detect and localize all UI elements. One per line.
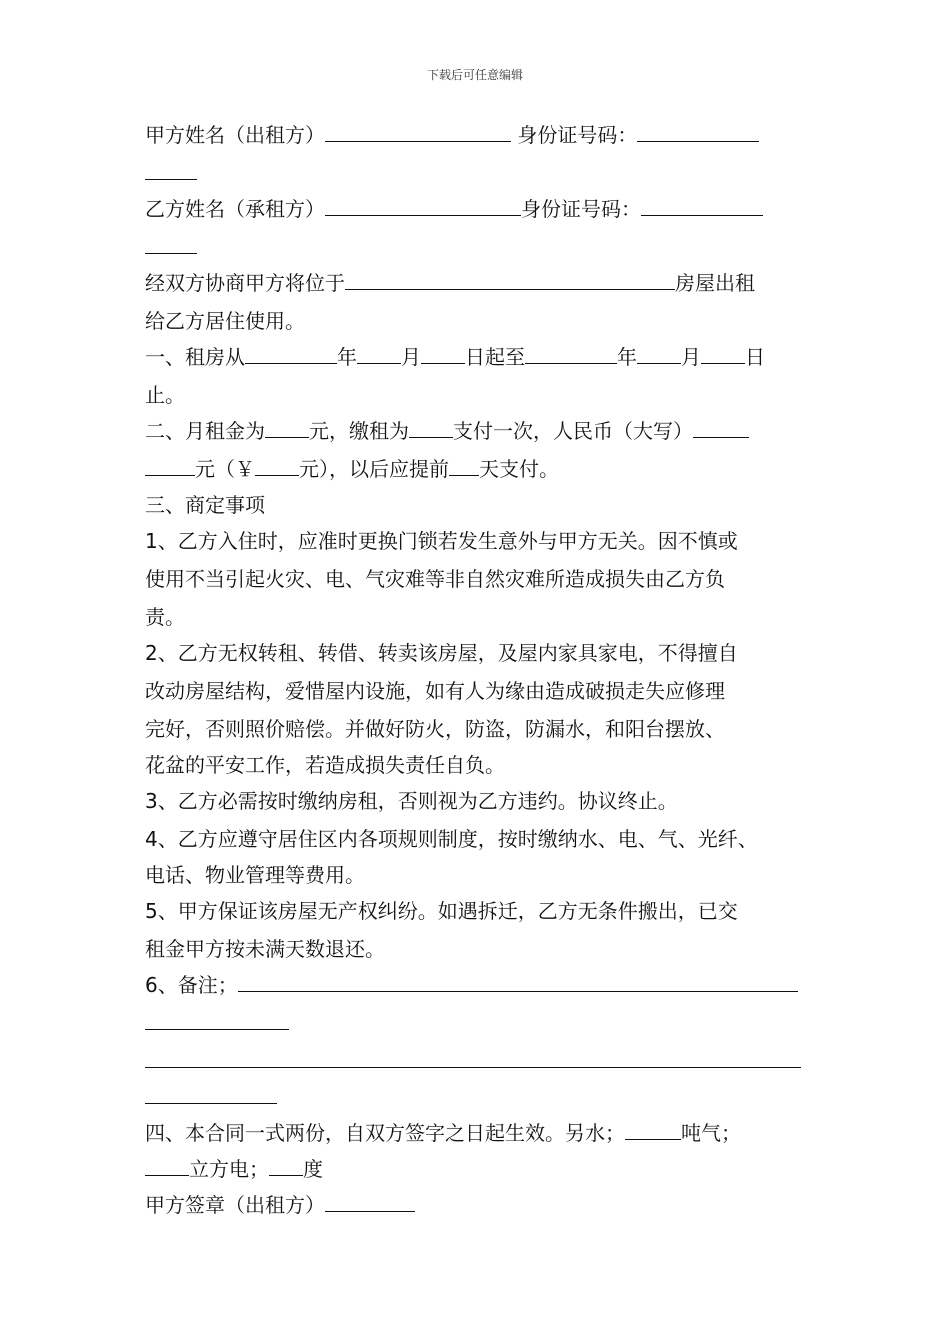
text-segment: 甲方姓名（出租方） xyxy=(145,123,325,147)
fill-in-blank[interactable] xyxy=(145,236,197,254)
text-segment: 3、乙方必需按时缴纳房租，否则视为乙方违约。协议终止。 xyxy=(145,789,678,813)
text-segment: 使用不当引起火灾、电、气灾难等非自然灾难所造成损失由乙方负 xyxy=(145,567,725,591)
text-line xyxy=(145,862,365,888)
text-line xyxy=(145,160,197,186)
page-header: 下载后可任意编辑 xyxy=(426,68,523,82)
fill-in-blank[interactable] xyxy=(701,346,745,364)
text-segment: 电话、物业管理等费用。 xyxy=(145,863,365,887)
fill-in-blank[interactable] xyxy=(145,1012,289,1030)
text-line xyxy=(145,1048,801,1074)
text-line xyxy=(145,456,559,482)
text-segment: 4、乙方应遵守居住区内各项规则制度，按时缴纳水、电、气、光纤、 xyxy=(145,827,758,851)
text-line xyxy=(145,788,678,814)
text-segment: 花盆的平安工作，若造成损失责任自负。 xyxy=(145,753,505,777)
text-segment: 经双方协商甲方将位于 xyxy=(145,271,345,295)
text-line xyxy=(145,678,725,704)
text-segment: 月 xyxy=(401,345,421,369)
text-segment: 5、甲方保证该房屋无产权纠纷。如遇拆迁，乙方无条件搬出，已交 xyxy=(145,899,738,923)
fill-in-blank[interactable] xyxy=(145,1086,277,1104)
text-segment: 元），以后应提前 xyxy=(299,457,449,481)
text-segment: 责。 xyxy=(145,605,185,629)
text-segment: 支付一次，人民币（大写） xyxy=(453,419,693,443)
text-segment: 日 xyxy=(745,345,765,369)
text-segment: 三、商定事项 xyxy=(145,493,265,517)
text-segment: 甲方签章（出租方） xyxy=(145,1193,325,1217)
text-line xyxy=(145,936,385,962)
text-line xyxy=(145,308,305,334)
text-line xyxy=(145,1084,277,1110)
text-segment: 房屋出租 xyxy=(675,271,755,295)
fill-in-blank[interactable] xyxy=(693,420,749,438)
text-segment: 租金甲方按未满天数退还。 xyxy=(145,937,385,961)
text-segment: 止。 xyxy=(145,383,185,407)
text-line xyxy=(145,122,759,148)
fill-in-blank[interactable] xyxy=(238,974,798,992)
text-segment: 立方电； xyxy=(189,1157,269,1181)
text-line xyxy=(145,1156,323,1182)
fill-in-blank[interactable] xyxy=(325,198,521,216)
fill-in-blank[interactable] xyxy=(637,124,759,142)
text-segment: 完好，否则照价赔偿。并做好防火，防盗，防漏水，和阳台摆放、 xyxy=(145,717,725,741)
text-segment: 天支付。 xyxy=(479,457,559,481)
text-segment: 6、备注； xyxy=(145,973,238,997)
fill-in-blank[interactable] xyxy=(449,458,479,476)
text-line xyxy=(145,566,725,592)
fill-in-blank[interactable] xyxy=(357,346,401,364)
text-segment: 给乙方居住使用。 xyxy=(145,309,305,333)
text-line xyxy=(145,418,749,444)
text-line xyxy=(145,1120,741,1146)
fill-in-blank[interactable] xyxy=(641,198,763,216)
text-segment: 改动房屋结构，爱惜屋内设施，如有人为缘由造成破损走失应修理 xyxy=(145,679,725,703)
text-segment: 度 xyxy=(303,1157,323,1181)
text-segment: 年 xyxy=(337,345,357,369)
text-segment: 吨气； xyxy=(681,1121,741,1145)
text-line xyxy=(145,604,185,630)
text-line xyxy=(145,640,738,666)
text-line xyxy=(145,716,725,742)
text-line xyxy=(145,270,755,296)
text-line xyxy=(145,898,738,924)
text-segment: 身份证号码： xyxy=(521,197,641,221)
text-line xyxy=(145,492,265,518)
fill-in-blank[interactable] xyxy=(145,458,195,476)
text-line xyxy=(145,382,185,408)
text-line xyxy=(145,528,738,554)
fill-in-blank[interactable] xyxy=(145,162,197,180)
fill-in-blank[interactable] xyxy=(269,1158,303,1176)
text-segment: 1、乙方入住时，应准时更换门锁若发生意外与甲方无关。因不慎或 xyxy=(145,529,738,553)
fill-in-blank[interactable] xyxy=(145,1158,189,1176)
fill-in-blank[interactable] xyxy=(245,346,337,364)
fill-in-blank[interactable] xyxy=(265,420,309,438)
text-segment: 元，缴租为 xyxy=(309,419,409,443)
text-line xyxy=(145,826,758,852)
text-segment: 四、本合同一式两份，自双方签字之日起生效。另水； xyxy=(145,1121,625,1145)
fill-in-blank[interactable] xyxy=(325,1194,415,1212)
text-line xyxy=(145,196,763,222)
text-segment: 月 xyxy=(681,345,701,369)
fill-in-blank[interactable] xyxy=(145,1050,801,1068)
text-segment: 2、乙方无权转租、转借、转卖该房屋，及屋内家具家电，不得擅自 xyxy=(145,641,738,665)
fill-in-blank[interactable] xyxy=(525,346,617,364)
text-line xyxy=(145,1192,415,1218)
fill-in-blank[interactable] xyxy=(421,346,465,364)
fill-in-blank[interactable] xyxy=(637,346,681,364)
text-segment: 日起至 xyxy=(465,345,525,369)
text-line xyxy=(145,344,765,370)
fill-in-blank[interactable] xyxy=(255,458,299,476)
fill-in-blank[interactable] xyxy=(625,1122,681,1140)
text-line xyxy=(145,972,798,998)
fill-in-blank[interactable] xyxy=(345,272,675,290)
fill-in-blank[interactable] xyxy=(409,420,453,438)
text-segment: 二、月租金为 xyxy=(145,419,265,443)
text-line xyxy=(145,234,197,260)
text-segment: 乙方姓名（承租方） xyxy=(145,197,325,221)
text-line xyxy=(145,752,505,778)
text-line xyxy=(145,1010,289,1036)
text-segment: 身份证号码： xyxy=(511,123,638,147)
fill-in-blank[interactable] xyxy=(325,124,511,142)
text-segment: 元（￥ xyxy=(195,457,255,481)
text-segment: 年 xyxy=(617,345,637,369)
text-segment: 一、租房从 xyxy=(145,345,245,369)
